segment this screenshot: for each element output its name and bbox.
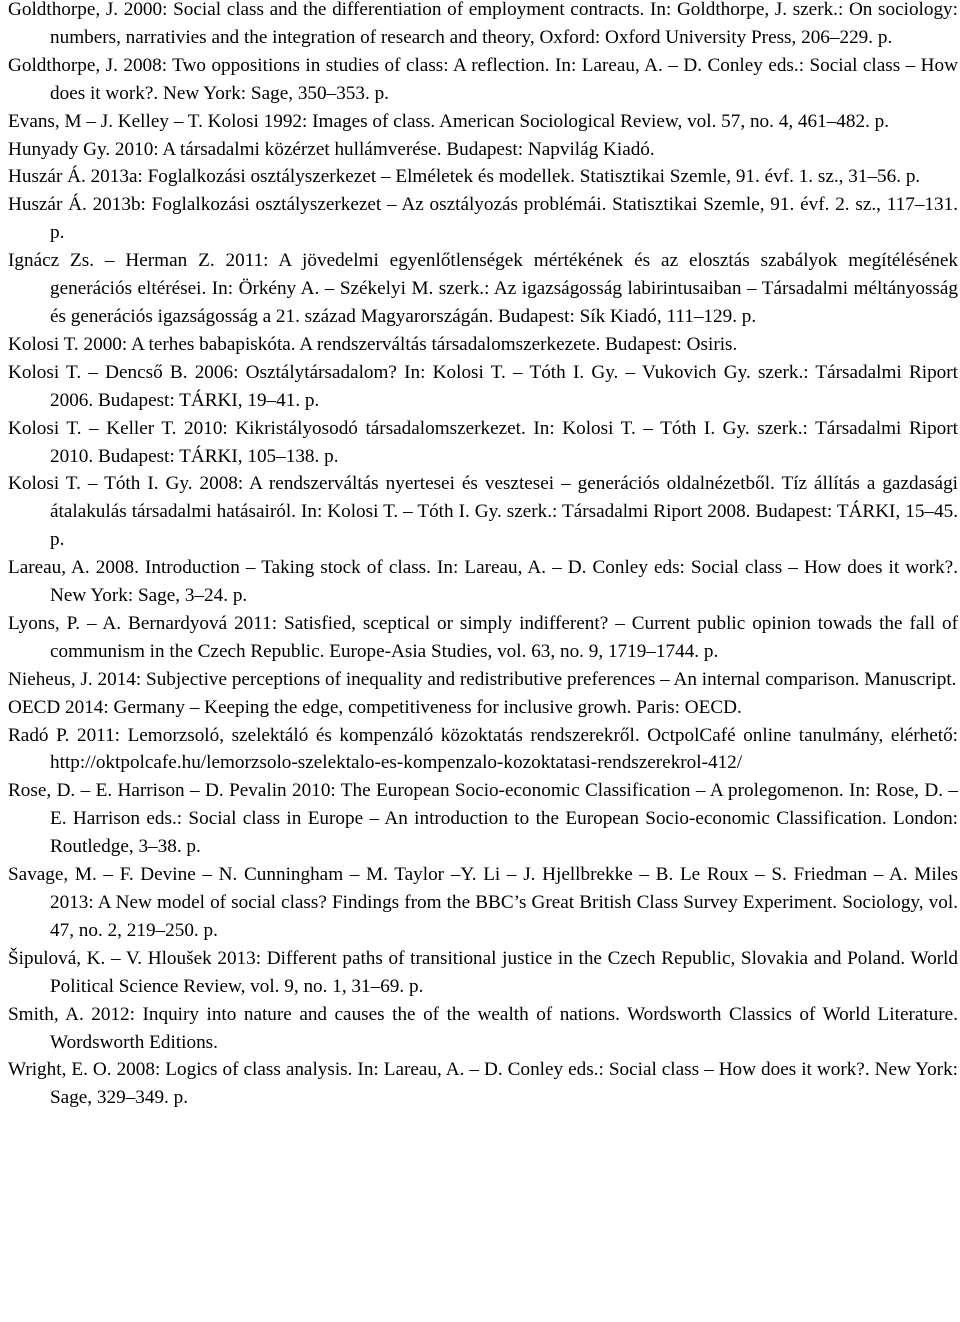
reference-entry-huszar-2013a: Huszár Á. 2013a: Foglalkozási osztályszerkezet – Elméletek és modellek. Statisztikai Szemle, 91. évf. 1. sz., 31–56. p. — [8, 166, 921, 188]
reference-entry-rado-2011: Radó P. 2011: Lemorzsoló, szelektáló és kompenzáló közoktatás rendszerekről. OctpolCafé online tanulmány, elérhető: http://oktpolcafe.hu/lemorzsolo-szelektalo-es-kompenzalo-​kozoktatasi-rendszerekrol-412/ — [8, 724, 958, 774]
reference-entry-goldthorpe-2008: Goldthorpe, J. 2008: Two oppositions in studies of class: A reflection. In: Lareau, A. – D. Conley eds.: Social class – How does it work?. New York: Sage, 350–353. p. — [8, 54, 958, 104]
reference-entry-wright-2008: Wright, E. O. 2008: Logics of class analysis. In: Lareau, A. – D. Conley eds.: Social class – How does it work?. New York: Sage, 329–349. p. — [8, 1059, 958, 1109]
reference-list — [8, 0, 958, 1112]
reference-entry-rose-2010: Rose, D. – E. Harrison – D. Pevalin 2010: The European Socio-economic Classification – A prolegomenon. In: Rose, D. – E. Harrison eds.: Social class in Europe – An introduction to the European Socio-economic Classification. London: Routledge, 3–38. p. — [8, 780, 958, 858]
reference-entry-savage-2013: Savage, M. – F. Devine – N. Cunningham – M. Taylor –Y. Li – J. Hjellbrekke – B. Le Roux – S. Friedman – A. Miles 2013: A New model of social class? Findings from the BBC’s Great British Class Survey Experiment. Sociology, vol. 47, no. 2, 219–250. p. — [8, 864, 958, 941]
reference-entry-lareau-2008: Lareau, A. 2008. Introduction – Taking stock of class. In: Lareau, A. – D. Conley eds: Social class – How does it work?. New York: Sage, 3–24. p. — [8, 557, 958, 607]
reference-entry-kolosi-2000: Kolosi T. 2000: A terhes babapiskóta. A rendszerváltás társadalomszerkezete. Budapest: Osiris. — [8, 333, 738, 355]
reference-entry-kolosi-keller-2010: Kolosi T. – Keller T. 2010: Kikristályosodó társadalomszerkezet. In: Kolosi T. – Tóth I. Gy. szerk.: Társadalmi Riport 2010. Budapest: TÁRKI, 105–138. p. — [8, 417, 958, 467]
reference-entry-smith-2012: Smith, A. 2012: Inquiry into nature and causes the of the wealth of nations. Wordsworth Classics of World Literature. Wordsworth Editions. — [8, 1003, 958, 1053]
reference-entry-nieheus-2014: Nieheus, J. 2014: Subjective perceptions of inequality and redistributive preferences – An internal comparison. Manuscript. — [8, 668, 957, 690]
reference-entry-lyons-2011: Lyons, P. – A. Bernardyová 2011: Satisfied, sceptical or simply indifferent? – Current public opinion towads the fall of communism in the Czech Republic. Europe-Asia Studies, vol. 63, no. 9, 1719–1744. p. — [8, 612, 958, 662]
reference-entry-evans-1992: Evans, M – J. Kelley – T. Kolosi 1992: Images of class. American Sociological Review, vol. 57, no. 4, 461–482. p. — [8, 110, 890, 132]
reference-entry-oecd-2014: OECD 2014: Germany – Keeping the edge, competitiveness for inclusive growh. Paris: OECD. — [8, 696, 742, 718]
reference-entry-ignacz-2011: Ignácz Zs. – Herman Z. 2011: A jövedelmi egyenlőtlenségek mértékének és az elosztás szabályok megítélésének generációs eltérései. In: Örkény A. – Székelyi M. szerk.: Az igazságosság labirintusaiban – Társadalmi méltányosság és generációs igazságosság a 21. század Magyarországán. Budapest: Sík Kiadó, 111–129. p. — [8, 250, 958, 327]
reference-entry-hunyady-2010: Hunyady Gy. 2010: A társadalmi közérzet hullámverése. Budapest: Napvilág Kiadó. — [8, 138, 655, 160]
reference-entry-kolosi-toth-2008: Kolosi T. – Tóth I. Gy. 2008: A rendszerváltás nyertesei és vesztesei – generációs oldalnézetből. Tíz állítás a gazdasági átalakulás társadalmi hatásairól. In: Kolosi T. – Tóth I. Gy. szerk.: Társadalmi Riport 2008. Budapest: TÁRKI, 15–45. p. — [8, 473, 958, 551]
reference-entry-huszar-2013b: Huszár Á. 2013b: Foglalkozási osztályszerkezet – Az osztályozás problémái. Statisztikai Szemle, 91. évf. 2. sz., 117–131. p. — [8, 194, 958, 244]
reference-entry-goldthorpe-2000: Goldthorpe, J. 2000: Social class and the differentiation of employment contracts. In: Goldthorpe, J. szerk.: On sociology: numbers, narrativies and the integration of research and theory, Oxford: Oxford University Press, 206–229. p. — [8, 0, 958, 48]
reference-entry-sipulova-2013: Šipulová, K. – V. Hloušek 2013: Different paths of transitional justice in the Czech Republic, Slovakia and Poland. World Political Science Review, vol. 9, no. 1, 31–69. p. — [8, 947, 958, 997]
reference-entry-kolosi-dencso-2006: Kolosi T. – Dencső B. 2006: Osztálytársadalom? In: Kolosi T. – Tóth I. Gy. – Vukovich Gy. szerk.: Társadalmi Riport 2006. Budapest: TÁRKI, 19–41. p. — [8, 361, 958, 411]
